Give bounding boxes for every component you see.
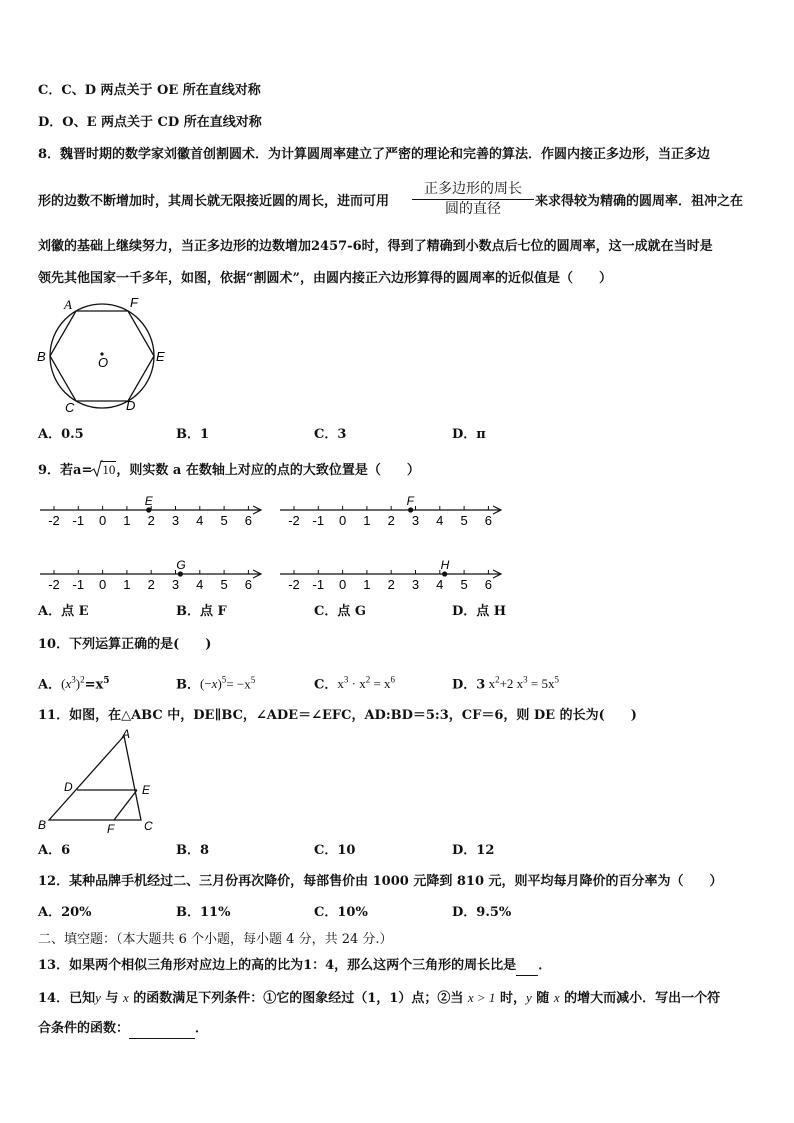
sqrt-expression (92, 461, 116, 479)
q8-stem-line3: 刘徽的基础上继续努力，当正多边形的边数增加2457-6时，得到了精确到小数点后七位的圆周率，这一成就在当时是 (38, 239, 713, 254)
q10-option-a-expr: $(x^3)^2$ (61, 675, 85, 692)
tick-label: 1 (123, 577, 131, 592)
q14-var-x-2: x (553, 990, 560, 1005)
q13-stem (38, 957, 551, 976)
tick-label: 6 (484, 513, 493, 528)
tick-label: 6 (244, 577, 253, 592)
q9-stem-a: 9．若a= (38, 463, 93, 478)
q10-option-c-label: C． (314, 677, 338, 693)
triangle-figure (34, 728, 164, 836)
q12-option-a: A．20% (38, 905, 92, 920)
q10-stem: 10．下列运算正确的是( ) (38, 637, 212, 652)
q9-option-c: C．点 G (314, 604, 366, 619)
q8-fraction-denominator: 圆的直径 (445, 201, 501, 217)
tick-label: 0 (338, 577, 347, 592)
q10-option-a: A．$(x^3)^2=x^5$ (38, 675, 110, 693)
tick-label: 4 (196, 513, 204, 528)
sqrt-radicand: 10 (102, 462, 116, 477)
label-e: E (156, 349, 165, 364)
tick-label: 3 (411, 513, 420, 528)
q11-option-a: A．6 (38, 843, 71, 858)
point-marker (178, 571, 183, 576)
tick-label: -2 (288, 513, 300, 528)
q8-fraction-numerator: 正多边形的周长 (412, 180, 534, 200)
tick-label: 3 (411, 577, 420, 592)
label-e: E (142, 783, 151, 797)
q12-stem: 12．某种品牌手机经过二、三月份再次降价，每部售价由 1000 元降到 810 元，则平均每月降价的百分率为（ ） (38, 874, 723, 889)
q13-stem-b: ． (538, 958, 552, 973)
tick-label: 4 (436, 577, 444, 592)
number-line-f (280, 494, 501, 528)
q12-option-d: D．9.5% (452, 905, 512, 920)
point-marker (442, 571, 447, 576)
q12-option-c: C．10% (314, 905, 368, 920)
q14-stem-line1 (38, 989, 720, 1008)
q9-option-a: A．点 E (38, 604, 89, 619)
tick-label: 5 (460, 577, 468, 592)
q14-var-x: x (122, 990, 129, 1005)
q14-var-y-2: y (525, 990, 532, 1005)
q14-part-d: 时， (499, 991, 526, 1006)
tick-label: 4 (196, 577, 204, 592)
q10-option-c-expr: $x^3 \cdot x^2 = x^6$ (337, 675, 396, 692)
q8-stem-line2a: 形的边数不断增加时，其周长就无限接近圆的周长，进而可用 (38, 194, 390, 209)
q8-option-a: A．0.5 (38, 427, 84, 442)
q14-var-y: y (95, 990, 101, 1005)
q14-line2-end: ． (195, 1021, 209, 1036)
q10-option-d-expr: $x^2+2$ $x^3 = 5x^5$ (485, 675, 560, 692)
tick-label: -1 (312, 513, 325, 528)
tick-label: 2 (387, 577, 395, 592)
q9-stem (38, 461, 420, 480)
point-label: F (406, 494, 414, 508)
q13-answer-blank (516, 957, 538, 976)
q10-option-b-label: B． (176, 677, 200, 693)
label-c: C (65, 400, 75, 415)
q7-option-d: D．O、E 两点关于 CD 所在直线对称 (38, 115, 262, 130)
point-label: H (440, 558, 450, 572)
q9-option-d: D．点 H (452, 604, 507, 619)
label-c: C (144, 819, 153, 833)
tick-label: 0 (98, 577, 107, 592)
tick-label: -2 (48, 577, 60, 592)
tick-label: 1 (363, 577, 371, 592)
q8-stem-line1: 8．魏晋时期的数学家刘徽首创割圆术．为计算圆周率建立了严密的理论和完善的算法．作圆内接正多边形，当正多边 (38, 147, 711, 162)
q12-option-b: B．11% (176, 905, 231, 920)
q10-option-b-rhs: = −x (226, 676, 251, 692)
label-b: B (37, 349, 46, 364)
q10-option-a-label: A． (38, 677, 62, 693)
point-label: G (176, 558, 186, 572)
tick-label: -1 (72, 513, 85, 528)
q13-stem-a: 13．如果两个相似三角形对应边上的高的比为1：4，那么这两个三角形的周长比是 (38, 958, 517, 973)
point-label: E (144, 494, 153, 508)
q7-option-c: C．C、D 两点关于 OE 所在直线对称 (38, 83, 261, 98)
tick-label: 3 (171, 513, 180, 528)
tick-label: -1 (72, 577, 85, 592)
radical-sign-icon (91, 460, 103, 478)
q14-part-f: 的增大而减小．写出一个符 (564, 991, 721, 1006)
q8-stem-line2b: 来求得较为精确的圆周率．祖冲之在 (535, 194, 744, 209)
q14-part-b: 与 (105, 991, 119, 1006)
q9-option-b: B．点 F (176, 604, 227, 619)
q8-option-d: D．π (452, 427, 486, 442)
q10-option-b: B．$(-x)^5= -x^5$ (176, 675, 256, 693)
q14-line2: 合条件的函数： (38, 1021, 130, 1036)
q8-option-c: C．3 (314, 427, 347, 442)
tick-label: 1 (363, 513, 371, 528)
q14-part-e: 随 (536, 991, 550, 1006)
number-line-h (280, 558, 501, 592)
q10-option-d (452, 671, 559, 694)
q8-option-b: B．1 (176, 427, 210, 442)
q9-stem-b: ，则实数 a 在数轴上对应的点的大致位置是（ ） (116, 463, 420, 478)
tick-label: 2 (147, 513, 155, 528)
label-d: D (126, 398, 136, 413)
tick-label: 0 (98, 513, 107, 528)
hexagon-circle-figure (34, 294, 174, 416)
tick-label: 6 (244, 513, 253, 528)
q14-stem-line2 (38, 1020, 208, 1039)
q10-option-d-label: D．3 (452, 677, 486, 693)
tick-label: 2 (147, 577, 155, 592)
q14-answer-blank (129, 1020, 195, 1039)
label-a: A (122, 727, 131, 741)
label-b: B (38, 818, 47, 832)
q10-option-c (314, 671, 395, 694)
point-marker (408, 507, 413, 512)
q8-stem-line4: 领先其他国家一千多年，如图，依据“割圆术”，由圆内接正六边形算得的圆周率的近似值是（ ） (38, 271, 612, 286)
q14-condition: x > 1 (467, 990, 496, 1005)
tick-label: 2 (387, 513, 395, 528)
q11-option-d: D．12 (452, 843, 495, 858)
tick-label: 1 (123, 513, 131, 528)
label-a: A (64, 297, 72, 312)
tick-label: 0 (338, 513, 347, 528)
tick-label: -2 (48, 513, 60, 528)
q14-part-c: 的函数满足下列条件：①它的图象经过（1，1）点；②当 (133, 991, 464, 1006)
number-line-e (40, 494, 261, 528)
tick-label: -1 (312, 577, 325, 592)
q8-fraction (412, 180, 534, 219)
q11-stem: 11．如图，在△ABC 中，DE∥BC，∠ADE＝∠EFC，AD:BD＝5:3，CF＝6，则 DE 的长为( ) (38, 708, 637, 723)
q10-option-b-expr: $(-x)^5$ (200, 675, 227, 692)
label-o: O (98, 355, 109, 370)
number-line-figures (0, 488, 794, 598)
q14-part-a: 14．已知 (38, 991, 96, 1006)
tick-label: -2 (288, 577, 300, 592)
point-marker (146, 507, 151, 512)
section-heading-fill-in: 二、填空题：（本大题共 6 个小题，每小题 4 分，共 24 分.） (38, 932, 393, 947)
tick-label: 4 (436, 513, 444, 528)
q10-option-a-rhs: =x (84, 677, 104, 693)
tick-label: 5 (220, 513, 228, 528)
label-f: F (107, 822, 115, 836)
tick-label: 5 (460, 513, 468, 528)
tick-label: 5 (220, 577, 228, 592)
q11-option-b: B．8 (176, 843, 210, 858)
label-f: F (130, 295, 138, 310)
q11-option-c: C．10 (314, 843, 356, 858)
number-line-g (40, 558, 261, 592)
label-d: D (64, 780, 73, 794)
tick-label: 6 (484, 577, 493, 592)
tick-label: 3 (171, 577, 180, 592)
